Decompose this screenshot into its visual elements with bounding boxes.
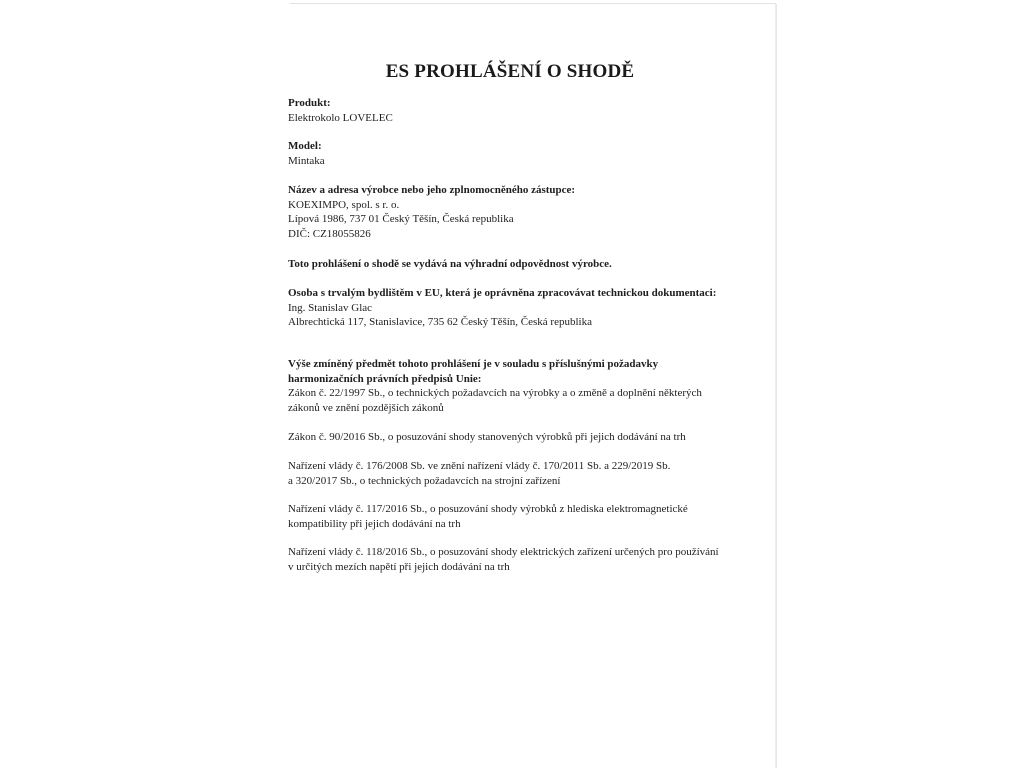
- conformity-heading-line2: harmonizačních právních předpisů Unie:: [288, 372, 482, 385]
- manufacturer-label: Název a adresa výrobce nebo jeho zplnomocněného zástupce:: [288, 184, 576, 196]
- regulation-line: Zákon č. 90/2016 Sb., o posuzování shody stanovených výrobků při jejich dodávání na trh: [288, 431, 686, 443]
- regulation-line: Nařízení vlády č. 117/2016 Sb., o posuzování shody výrobků z hlediska elektromagnetické: [288, 503, 688, 515]
- regulation-line: Zákon č. 22/1997 Sb., o technických požadavcích na výrobky a o změně a doplnění některých: [288, 387, 702, 399]
- manufacturer-section: [288, 183, 575, 241]
- regulation-line: zákonů ve znění pozdějších zákonů: [288, 401, 444, 414]
- technical-person-section: [288, 286, 716, 330]
- regulation-item: [288, 545, 719, 574]
- document-title: ES PROHLÁŠENÍ O SHODĚ: [385, 61, 635, 82]
- scan-right-edge: [775, 4, 777, 768]
- regulation-line: v určitých mezích napětí při jejich dodávání na trh: [288, 560, 510, 573]
- model-section: [288, 139, 325, 168]
- product-label: Produkt:: [288, 97, 331, 109]
- technical-person-name: Ing. Stanislav Glac: [288, 301, 373, 314]
- responsibility-statement: Toto prohlášení o shodě se vydává na výhradní odpovědnost výrobce.: [288, 258, 612, 270]
- regulation-line: kompatibility při jejich dodávání na trh: [288, 517, 461, 530]
- scan-top-edge: [290, 3, 776, 4]
- regulation-item: [288, 502, 688, 531]
- regulation-item: [288, 459, 670, 488]
- product-section: [288, 96, 393, 125]
- technical-person-label: Osoba s trvalým bydlištěm v EU, která je oprávněna zpracovávat technickou dokumentaci:: [288, 287, 717, 299]
- regulation-item: [288, 430, 686, 445]
- manufacturer-address: Lípová 1986, 737 01 Český Těšín, Česká republika: [288, 213, 514, 225]
- model-label: Model:: [288, 140, 322, 152]
- manufacturer-name: KOEXIMPO, spol. s r. o.: [288, 198, 400, 211]
- conformity-section: [288, 357, 702, 415]
- product-value: Elektrokolo LOVELEC: [288, 111, 393, 124]
- regulation-line: Nařízení vlády č. 118/2016 Sb., o posuzování shody elektrických zařízení určených pro používání: [288, 546, 719, 558]
- conformity-heading-line1: Výše zmíněný předmět tohoto prohlášení je v souladu s příslušnými požadavky: [288, 358, 659, 370]
- manufacturer-tax-id: DIČ: CZ18055826: [288, 227, 371, 240]
- regulation-line: Nařízení vlády č. 176/2008 Sb. ve znění nařízení vlády č. 170/2011 Sb. a 229/2019 Sb.: [288, 460, 671, 472]
- technical-person-address: Albrechtická 117, Stanislavice, 735 62 Český Těšín, Česká republika: [288, 316, 592, 328]
- responsibility-section: [288, 257, 612, 272]
- regulation-line: a 320/2017 Sb., o technických požadavcích na strojní zařízení: [288, 474, 561, 487]
- model-value: Mintaka: [288, 154, 325, 167]
